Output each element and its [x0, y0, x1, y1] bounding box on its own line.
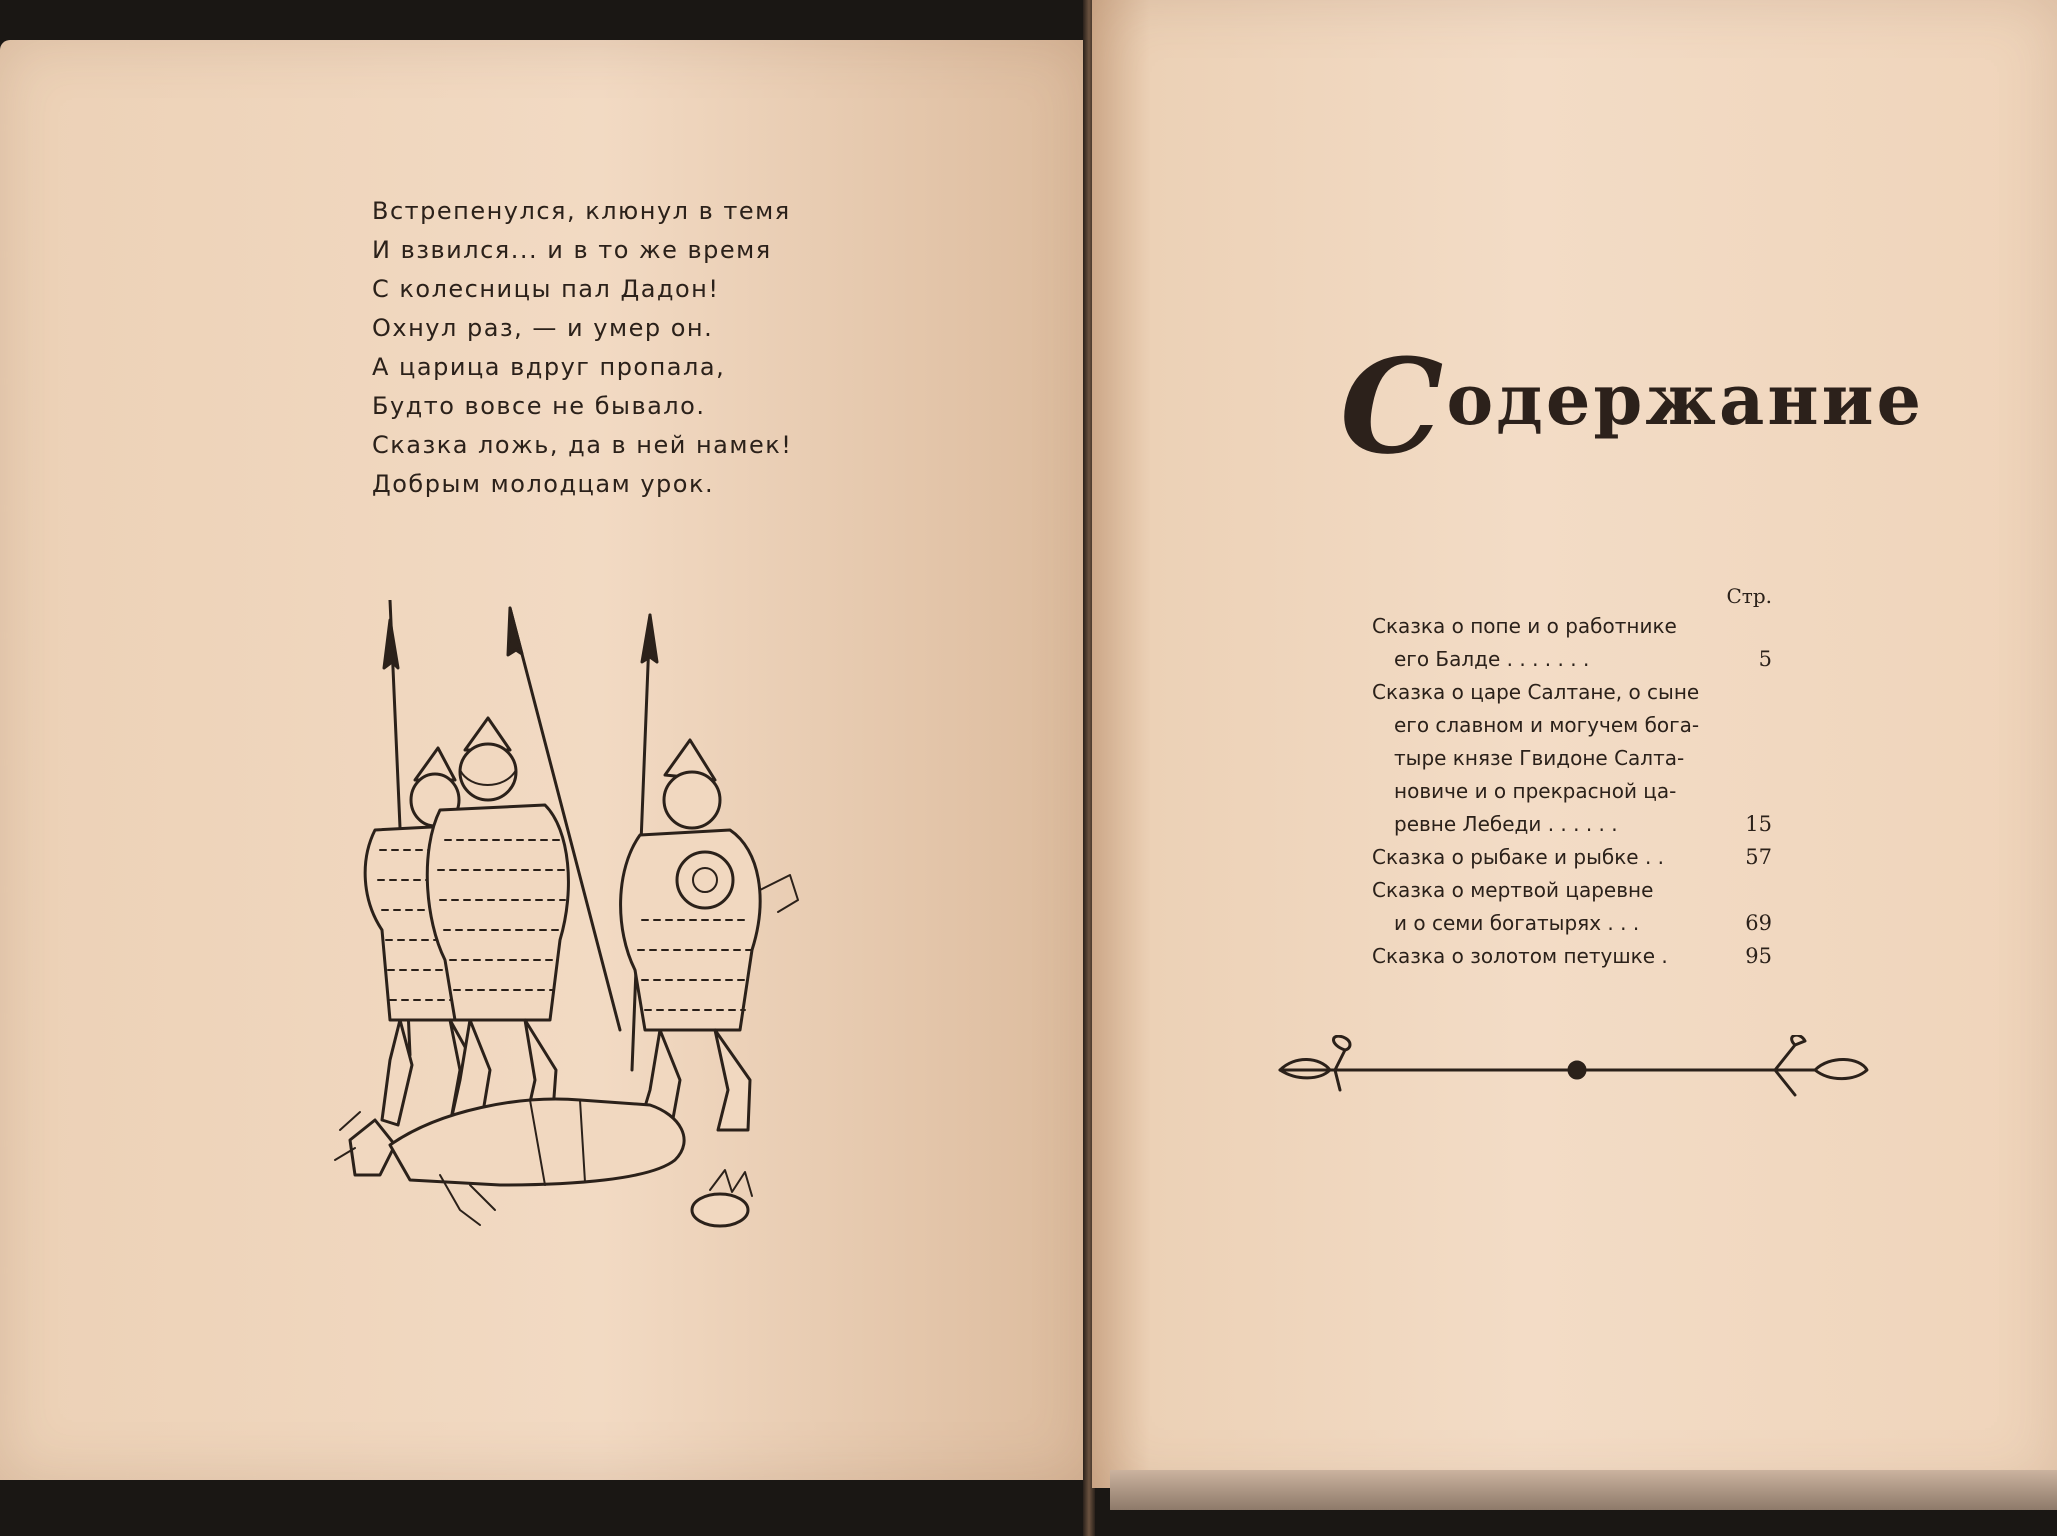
divider-leaf-left-top: [1333, 1036, 1350, 1050]
toc-page-number: 5: [1758, 647, 1772, 671]
toc-entry[interactable]: [1372, 676, 1772, 841]
table-of-contents: [1372, 580, 1772, 973]
poem-line: Встрепенулся, клюнул в темя: [372, 197, 791, 225]
poem-line: С колесницы пал Дадон!: [372, 275, 720, 303]
poem-line: Будто вовсе не бывало.: [372, 392, 706, 420]
toc-entry-line: Сказка о рыбаке и рыбке . .: [1372, 845, 1665, 869]
contents-title-initial: С: [1340, 330, 1447, 483]
toc-entry-line: Сказка о мертвой царевне: [1372, 878, 1654, 902]
toc-entry-line: тыре князе Гвидоне Салта-: [1394, 746, 1685, 770]
toc-entry-line: Сказка о золотом петушке .: [1372, 944, 1668, 968]
fallen-crown: [692, 1194, 748, 1226]
toc-page-number: 69: [1745, 911, 1772, 935]
leaf-vine-divider: [1275, 1035, 1875, 1105]
divider-leaf-right-top: [1792, 1035, 1805, 1045]
toc-entry-line: его славном и могучем бога-: [1394, 713, 1700, 737]
toc-entry-line: его Балде . . . . . . .: [1394, 647, 1590, 671]
toc-entry-line: ревне Лебеди . . . . . .: [1394, 812, 1618, 836]
contents-title: [1340, 330, 1924, 483]
spear-tip-left: [384, 620, 398, 668]
page-column-header: Стр.: [1726, 584, 1772, 608]
toc-entry[interactable]: [1372, 610, 1772, 676]
toc-entry-line: Сказка о попе и о работнике: [1372, 614, 1677, 638]
toc-entry-line: новиче и о прекрасной ца-: [1394, 779, 1677, 803]
toc-entry-line: Сказка о царе Салтане, о сыне: [1372, 680, 1700, 704]
poem-stanza: [372, 192, 842, 504]
contents-title-rest: одержание: [1446, 358, 1925, 441]
toc-page-number: 15: [1745, 812, 1772, 836]
toc-page-number: 95: [1745, 944, 1772, 968]
toc-page-number: 57: [1745, 845, 1772, 869]
toc-entry-line: и о семи богатырях . . .: [1394, 911, 1640, 935]
divider-center-dot: [1569, 1062, 1585, 1078]
toc-entry[interactable]: [1372, 841, 1772, 874]
book-cover-edge: [1110, 1470, 2057, 1510]
toc-entry[interactable]: [1372, 940, 1772, 973]
warrior-right: [621, 740, 798, 1135]
warriors-illustration: [320, 600, 840, 1240]
divider-leaf-right: [1815, 1059, 1867, 1078]
poem-line: Сказка ложь, да в ней намек!: [372, 431, 793, 459]
toc-entry[interactable]: [1372, 874, 1772, 940]
spear-tip-right: [642, 615, 657, 662]
spear-tip-center: [508, 608, 522, 655]
poem-line: А царица вдруг пропала,: [372, 353, 726, 381]
poem-line: Охнул раз, — и умер он.: [372, 314, 714, 342]
poem-line: Добрым молодцам урок.: [372, 470, 715, 498]
poem-line: И взвился... и в то же время: [372, 236, 772, 264]
